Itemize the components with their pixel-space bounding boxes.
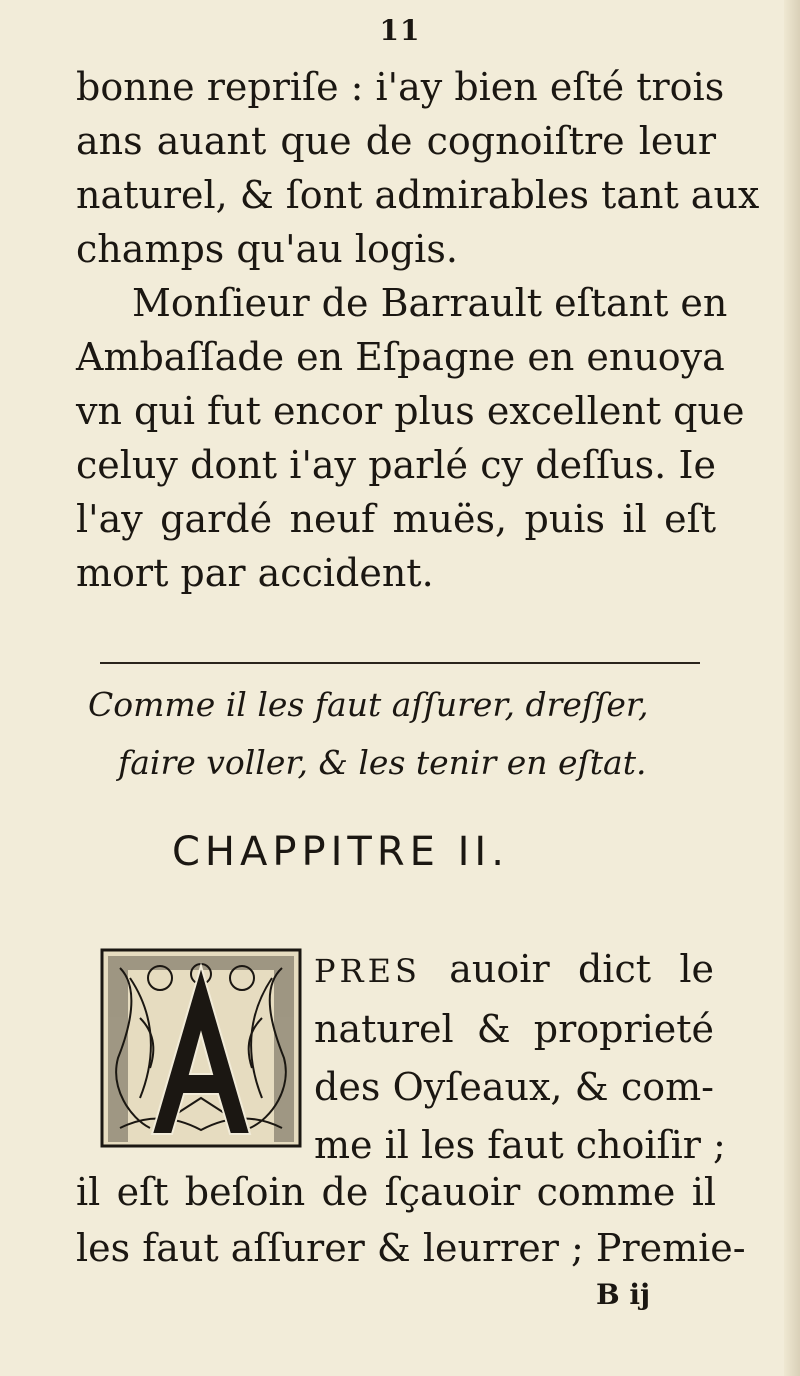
text-line: bonne repriſe : i'ay bien eſté trois xyxy=(76,65,725,109)
text-line: il eſt beſoin de ſçauoir comme il xyxy=(76,1170,716,1214)
text-line: champs qu'au logis. xyxy=(76,227,458,271)
text-line: me il les faut choiſir ; xyxy=(314,1123,726,1167)
text-line: des Oyſeaux, & com- xyxy=(314,1065,714,1109)
signature-mark: B ij xyxy=(596,1278,651,1311)
text-line: mort par accident. xyxy=(76,551,434,595)
chapter-opening-lines xyxy=(314,940,726,1174)
section-title-line: Comme il les faut aſſurer, dreſſer, xyxy=(88,685,649,724)
text-line: celuy dont i'ay parlé cy deſſus. Ie xyxy=(76,443,716,487)
text-line: naturel, & ſont admirables tant aux xyxy=(76,173,760,217)
section-divider xyxy=(100,662,700,664)
section-title xyxy=(88,676,708,792)
text-line-rest: auoir dict le xyxy=(449,947,714,991)
text-line: Ambaſſade en Eſpagne en enuoya xyxy=(76,335,725,379)
text-line: ans auant que de cognoiſtre leur xyxy=(76,119,716,163)
text-line: l'ay gardé neuf muës, puis il eſt xyxy=(76,497,716,541)
text-line: les faut aſſurer & leurrer ; Premie- xyxy=(76,1226,746,1270)
chapter-text xyxy=(76,1164,746,1276)
section-title-line: faire voller, & les tenir en eſtat. xyxy=(118,743,647,782)
text-line: vn qui fut encor plus excellent que xyxy=(76,389,745,433)
first-word: PRES xyxy=(314,952,421,990)
text-line: naturel & proprieté xyxy=(314,1007,714,1051)
page-number: 11 xyxy=(379,14,421,47)
body-text xyxy=(76,60,760,600)
chapter-heading: CHAPPITRE II. xyxy=(172,829,509,875)
page-edge xyxy=(784,0,800,1376)
text-line xyxy=(314,940,714,1000)
text-line: Monſieur de Barrault eſtant en xyxy=(132,281,728,325)
ornamental-drop-cap xyxy=(100,948,302,1148)
